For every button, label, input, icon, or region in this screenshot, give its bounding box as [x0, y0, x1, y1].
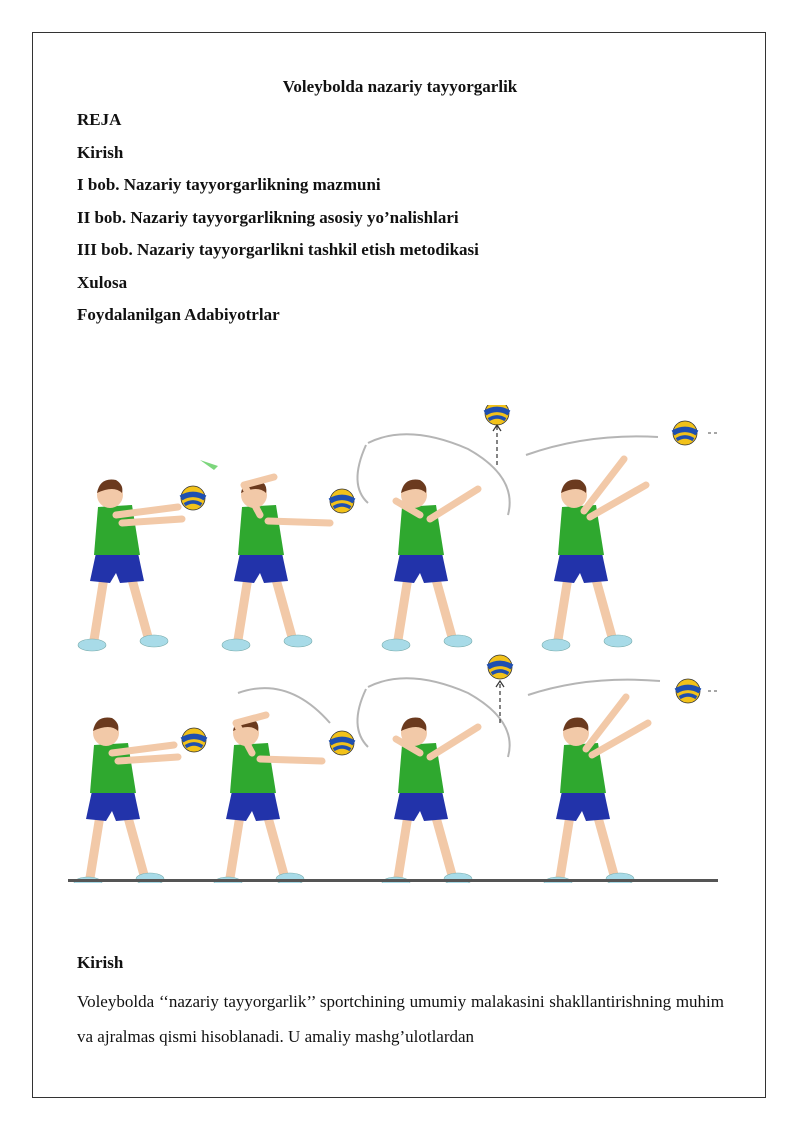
volleyball-player-figure: [74, 718, 178, 883]
toc-item-kirish: Kirish: [77, 142, 124, 162]
player-arm: [260, 759, 322, 761]
motion-arc-icon: [526, 436, 658, 455]
motion-arc-icon: [368, 678, 510, 757]
toc-item-reja: REJA: [77, 110, 122, 129]
ball-group: [182, 728, 206, 752]
player-shoe: [382, 639, 410, 651]
motion-arc-icon: [528, 680, 660, 695]
player-shorts: [90, 553, 144, 583]
toc-item-references: Foydalanilgan Adabiyotrlar: [77, 305, 280, 324]
ground-line: [68, 879, 718, 882]
toc-item-xulosa: Xulosa: [77, 272, 128, 292]
ball-group: [181, 486, 205, 510]
ball-group: [676, 679, 700, 703]
volleyball-player-figure: [78, 480, 182, 651]
player-arm: [118, 757, 178, 761]
toc-item-chapter-3: III bob. Nazariy tayyorgarlikni tashkil etish metodikasi: [77, 240, 479, 259]
ball-group: [330, 731, 354, 755]
player-arm: [268, 521, 330, 523]
player-shoe: [604, 635, 632, 647]
player-shorts: [394, 791, 448, 821]
player-arm: [430, 489, 478, 519]
section-heading-kirish: Kirish: [77, 953, 124, 972]
motion-arc-icon: [357, 689, 368, 747]
player-shoe: [542, 639, 570, 651]
player-shorts: [556, 791, 610, 821]
ball-group: [485, 405, 509, 425]
intro-paragraph: Voleybolda ‘‘nazariy tayyorgarlik’’ sportchining umumiy malakasini shakllantirishning muhim va ajralmas qismi hisoblanadi. U amaliy mashg’ulotlardan: [77, 992, 724, 1046]
player-shoe: [78, 639, 106, 651]
player-shorts: [86, 791, 140, 821]
player-arm: [122, 519, 182, 523]
player-shoe: [222, 639, 250, 651]
motion-streak: [200, 460, 218, 470]
document-title: Voleybolda nazariy tayyorgarlik: [282, 77, 518, 96]
motion-arc-icon: [368, 434, 510, 515]
ball-group: [330, 489, 354, 513]
ball-group: [488, 655, 512, 679]
ball-group: [673, 421, 697, 445]
volleyball-player-figure: [544, 697, 648, 883]
table-of-contents: [77, 110, 479, 338]
volleyball-player-figure: [214, 715, 322, 883]
player-shorts: [554, 553, 608, 583]
player-arm: [430, 727, 478, 757]
volleyball-player-figure: [222, 477, 330, 651]
illustration-canvas: [68, 405, 718, 883]
volleyball-player-figure: [382, 480, 478, 651]
motion-arc-icon: [357, 445, 368, 503]
player-shorts: [234, 553, 288, 583]
toc-item-chapter-2: II bob. Nazariy tayyorgarlikning asosiy yo’nalishlari: [77, 207, 459, 227]
volleyball-player-figure: [382, 718, 478, 883]
volleyball-player-figure: [542, 459, 646, 651]
volleyball-serve-illustration: [68, 405, 718, 883]
player-shoe: [444, 635, 472, 647]
player-shoe: [284, 635, 312, 647]
toc-item-chapter-1: I bob. Nazariy tayyorgarlikning mazmuni: [77, 175, 381, 194]
player-shoe: [140, 635, 168, 647]
player-shorts: [226, 791, 280, 821]
player-shorts: [394, 553, 448, 583]
